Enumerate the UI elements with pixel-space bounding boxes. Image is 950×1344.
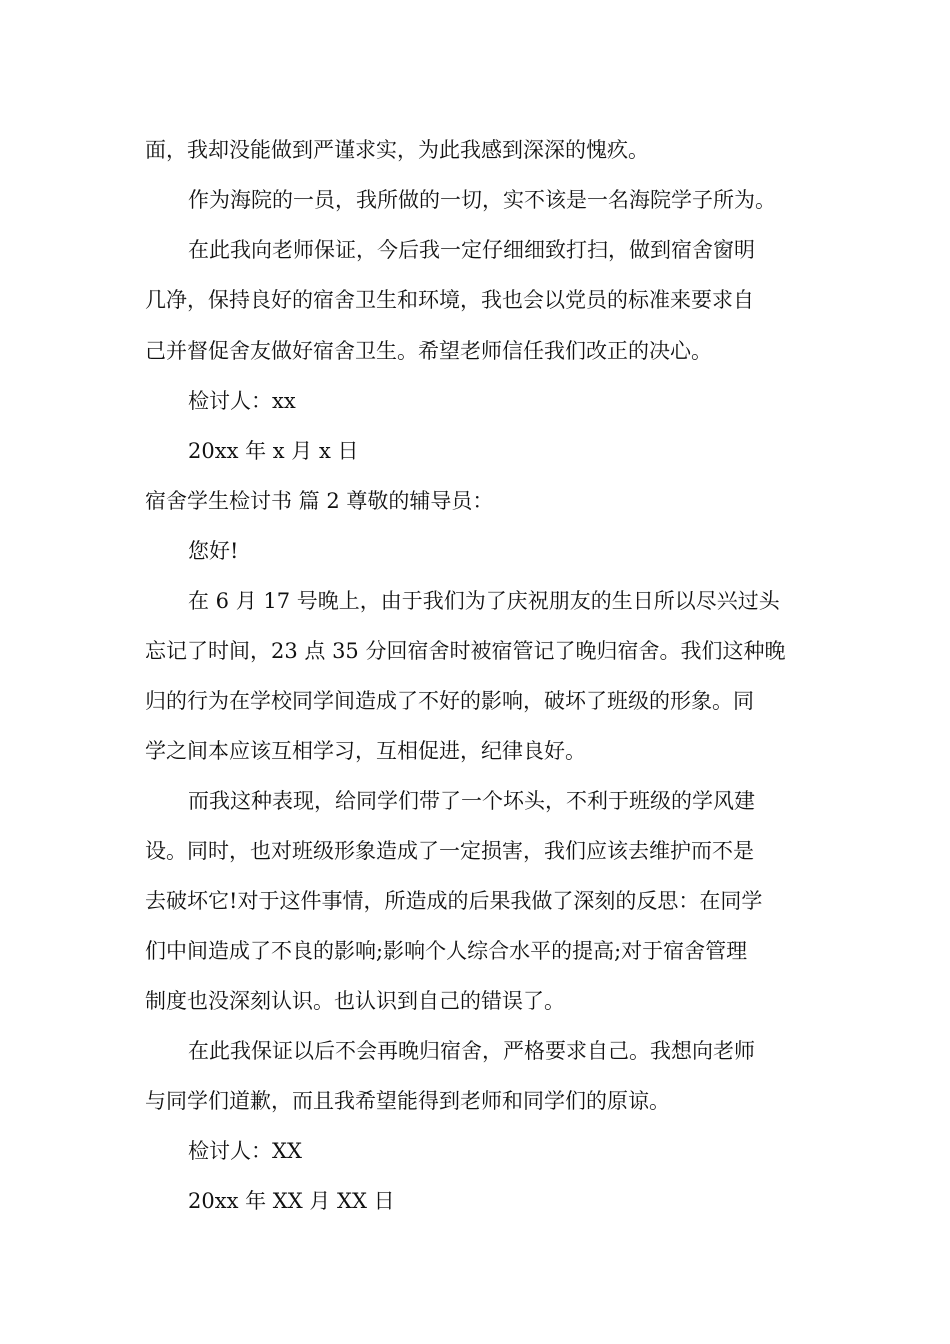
paragraph-line: 忘记了时间，23 点 35 分回宿舍时被宿管记了晚归宿舍。我们这种晚 xyxy=(145,639,786,663)
signature-line: 检讨人：xx xyxy=(188,389,296,413)
paragraph-line: 学之间本应该互相学习，互相促进，纪律良好。 xyxy=(145,739,586,763)
paragraph-line: 制度也没深刻认识。也认识到自己的错误了。 xyxy=(145,989,565,1013)
paragraph-line: 们中间造成了不良的影响;影响个人综合水平的提高;对于宿舍管理 xyxy=(145,939,748,963)
greeting-line: 您好! xyxy=(188,539,239,563)
date-line: 20xx 年 x 月 x 日 xyxy=(188,439,359,463)
paragraph-line: 在此我向老师保证，今后我一定仔细细致打扫，做到宿舍窗明 xyxy=(188,238,755,262)
paragraph-line: 在 6 月 17 号晚上，由于我们为了庆祝朋友的生日所以尽兴过头 xyxy=(188,589,780,613)
paragraph-line: 面，我却没能做到严谨求实，为此我感到深深的愧疚。 xyxy=(145,138,649,162)
paragraph-line: 而我这种表现，给同学们带了一个坏头，不利于班级的学风建 xyxy=(188,789,755,813)
paragraph-line: 去破坏它!对于这件事情，所造成的后果我做了深刻的反思：在同学 xyxy=(145,889,763,913)
paragraph-line: 己并督促舍友做好宿舍卫生。希望老师信任我们改正的决心。 xyxy=(145,339,712,363)
paragraph-line: 与同学们道歉，而且我希望能得到老师和同学们的原谅。 xyxy=(145,1089,670,1113)
paragraph-line: 设。同时，也对班级形象造成了一定损害，我们应该去维护而不是 xyxy=(145,839,754,863)
signature-line: 检讨人：XX xyxy=(188,1139,302,1163)
paragraph-line: 作为海院的一员，我所做的一切，实不该是一名海院学子所为。 xyxy=(188,188,776,212)
paragraph-line: 在此我保证以后不会再晚归宿舍，严格要求自己。我想向老师 xyxy=(188,1039,755,1063)
date-line: 20xx 年 XX 月 XX 日 xyxy=(188,1189,395,1213)
paragraph-line: 归的行为在学校同学间造成了不好的影响，破坏了班级的形象。同 xyxy=(145,689,754,713)
paragraph-line: 几净，保持良好的宿舍卫生和环境，我也会以党员的标准来要求自 xyxy=(145,288,754,312)
section-heading: 宿舍学生检讨书 篇 2 尊敬的辅导员： xyxy=(145,489,494,513)
